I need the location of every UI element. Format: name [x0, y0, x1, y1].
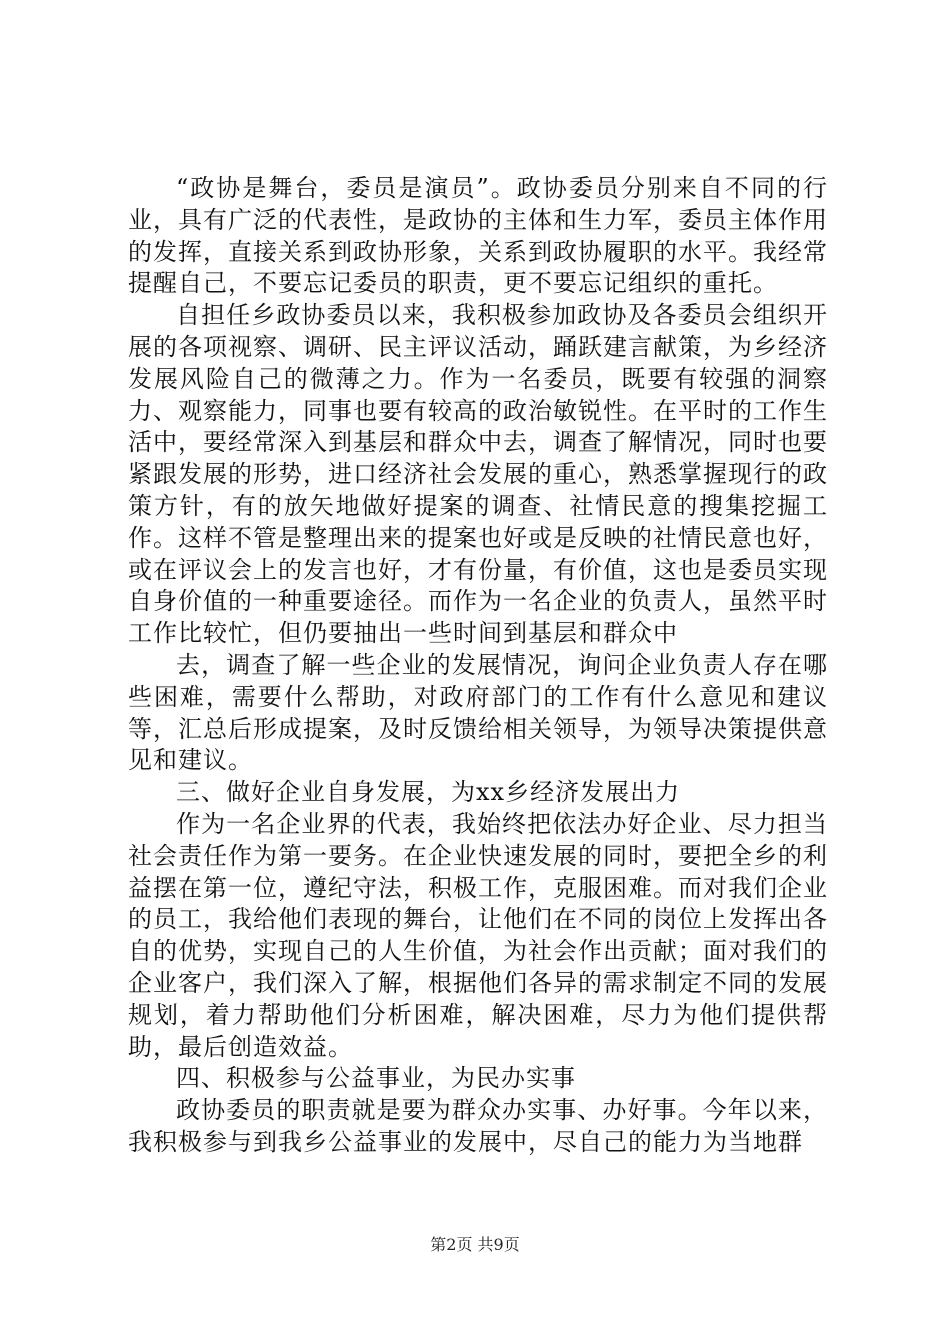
paragraph: 作为一名企业界的代表，我始终把依法办好企业、尽力担当社会责任作为第一要务。在企业快速发展的同时，要把全乡的利益摆在第一位，遵纪守法，积极工作，克服困难。而对我们企业的员工，我给他们表现的舞台，让他们在不同的岗位上发挥出各自的优势，实现自己的人生价值，为社会作出贡献；面对我们的企业客户，我们深入了解，根据他们各异的需求制定不同的发展规划，着力帮助他们分析困难，解决困难，尽力为他们提供帮助，最后创造效益。	[128, 809, 828, 1061]
paragraph: 自担任乡政协委员以来，我积极参加政协及各委员会组织开展的各项视察、调研、民主评议活动，踊跃建言献策，为乡经济发展风险自己的微薄之力。作为一名委员，既要有较强的洞察力、观察能力，同事也要有较高的政治敏锐性。在平时的工作生活中，要经常深入到基层和群众中去，调查了解情况，同时也要紧跟发展的形势，进口经济社会发展的重心，熟悉掌握现行的政策方针，有的放矢地做好提案的调查、社情民意的搜集挖掘工作。这样不管是整理出来的提案也好或是反映的社情民意也好，或在评议会上的发言也好，才有份量，有价值，这也是委员实现自身价值的一种重要途径。而作为一名企业的负责人，虽然平时工作比较忙，但仍要抽出一些时间到基层和群众中	[128, 301, 828, 648]
document-body	[128, 173, 828, 1159]
page-footer: 第2页 共9页	[430, 1235, 520, 1254]
paragraph: “政协是舞台，委员是演员”。政协委员分别来自不同的行业，具有广泛的代表性，是政协的主体和生力军，委员主体作用的发挥，直接关系到政协形象，关系到政协履职的水平。我经常提醒自己，不要忘记委员的职责，更不要忘记组织的重托。	[128, 174, 828, 298]
paragraph: 政协委员的职责就是要为群众办实事、办好事。今年以来，我积极参与到我乡公益事业的发展中，尽自己的能力为当地群	[128, 1096, 828, 1156]
paragraph: 去，调查了解一些企业的发展情况，询问企业负责人存在哪些困难，需要什么帮助，对政府部门的工作有什么意见和建议等，汇总后形成提案，及时反馈给相关领导，为领导决策提供意见和建议。	[128, 650, 828, 775]
section-heading: 三、做好企业自身发展，为xx乡经济发展出力	[176, 778, 681, 807]
section-heading: 四、积极参与公益事业，为民办实事	[176, 1064, 576, 1093]
